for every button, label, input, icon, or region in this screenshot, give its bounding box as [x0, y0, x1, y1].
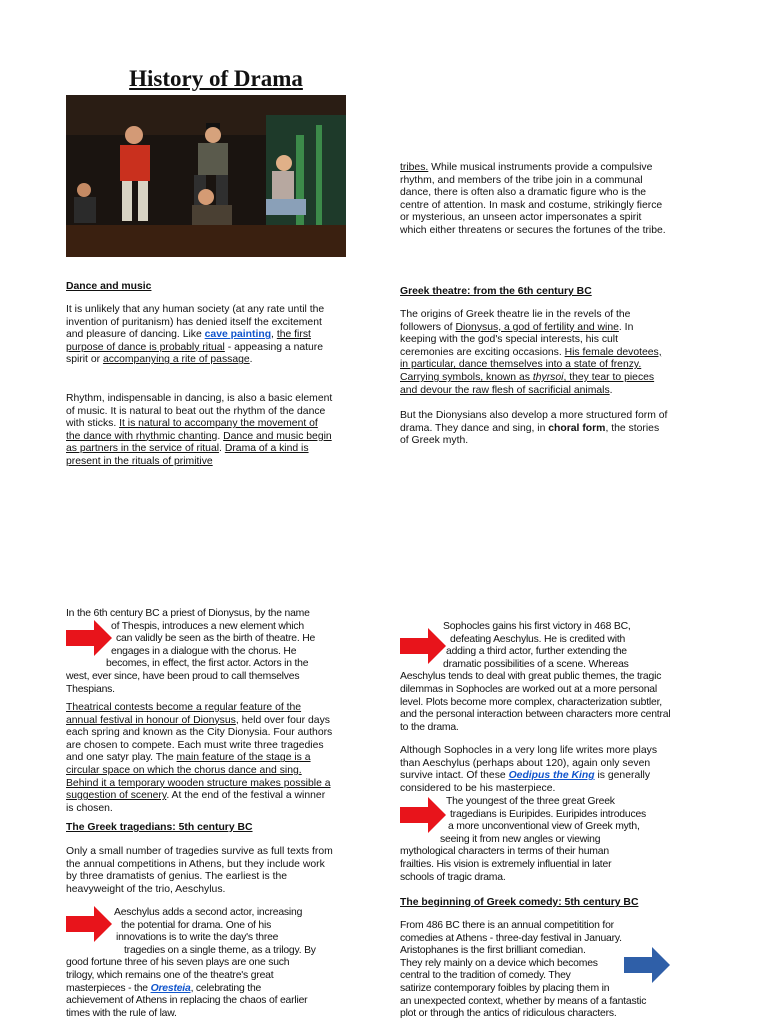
greek-paragraph-2: But the Dionysians also develop a more structured form of drama. They dance and sing, in choral form, the stories of Greek myth. [400, 410, 668, 447]
tribes-paragraph: tribes. While musical instruments provide a compulsive rhythm, and members of the tribe join in a communal dance, there is often also a dramatic figure who is the centre of attention. In mask and costume, strikingly fierce or mysterious, an unseen actor impersonates a spirit which either threatens or secures the fortunes of the tribe. [400, 162, 666, 236]
comedy-paragraph: From 486 BC there is an annual competitition for comedies at Athens - three-day festival in January. Aristophanes is the first brilliant comedian. They rely mainly on a device which becomes central to the tradition of comedy. They satirize contemporary foibles by placing them in an unexpected context, whether by means of a fantastic plot or through the antics of ridiculous characters. [400, 920, 647, 1020]
oedipus-link[interactable]: Oedipus the King [508, 770, 595, 782]
red-arrow-icon [66, 906, 112, 942]
red-arrow-icon [66, 620, 112, 656]
dance-paragraph-1: It is unlikely that any human society (at any rate until the invention of puritanism) has denied itself the excitement and pleasure of dancing. Like cave painting, the first purpose of dance is probably ritual - appeasing a nature spirit or accompanying a rite of passage. [66, 304, 325, 366]
red-arrow-icon [400, 628, 446, 664]
dance-heading: Dance and music [66, 281, 152, 292]
greek-paragraph-1: The origins of Greek theatre lie in the revels of the followers of Dionysus, a god of fertility and wine. In keeping with the god's special interests, his cult ceremonies are exciting occasions. His female devotees, in particular, dance themselves into a state of frenzy. Carrying symbols, known as thyrsoi, they tear to pieces and devour the raw flesh of sacrificial animals. [400, 309, 662, 396]
sophocles-paragraph-2: Although Sophocles in a very long life writes more plays than Aeschylus (perhaps about 120), again only seven survive intact. Of these Oedipus the King is generally considered to be his masterpiece. [400, 745, 658, 794]
blue-arrow-icon [624, 947, 670, 983]
theatre-photo [66, 95, 346, 257]
page-title: History of Drama [129, 66, 303, 91]
contests-paragraph: Theatrical contests become a regular feature of the annual festival in honour of Dionysus, held over four days each spring and known as the City Dionysia. Four authors are chosen to compete. Each must write three tragedies and one satyr play. The main feature of the stage is a circular space on which the chorus dance and sing. Behind it a temporary wooden structure makes possible a suggestion of scenery. At the end of the festival a winner is chosen. [66, 702, 333, 814]
sophocles-paragraph: Sophocles gains his first victory in 468 BC, defeating Aeschylus. He is credited with adding a third actor, further extending the dramatic possibilities of a scene. Whereas Aeschylus tends to deal with great public themes, the tragic dilemmas in Sophocles are worked out at a more personal level. Plots become more complex, characterization subtler, and the personal interaction between characters more central to the drama. [400, 621, 671, 733]
oresteia-link[interactable]: Oresteia [150, 982, 191, 994]
greek-theatre-heading: Greek theatre: from the 6th century BC [400, 286, 592, 297]
aeschylus-paragraph: Aeschylus adds a second actor, increasing the potential for drama. One of his innovations is to write the day's three tragedies on a single theme, as a trilogy. By good fortune three of his seven plays are one such trilogy, which remains one of the theatre's great masterpieces - the Oresteia, celebrating the achievement of Athens in replacing the chaos of earlier times with the rule of law. [66, 907, 316, 1019]
tragedians-heading: The Greek tragedians: 5th century BC [66, 822, 253, 833]
cave-painting-link[interactable]: cave painting [204, 329, 272, 341]
thespis-paragraph: In the 6th century BC a priest of Dionysus, by the name of Thespis, introduces a new element which can validly be seen as the birth of theatre. He engages in a dialogue with the chorus. He becomes, in effect, the first actor. Actors in the west, ever since, have been proud to call themselves Thespians. [66, 608, 316, 695]
tragedians-paragraph: Only a small number of tragedies survive as full texts from the annual competitions in Athens, but they include work by three dramatists of genius. The earliest is the heavyweight of the trio, Aeschylus. [66, 846, 333, 895]
red-arrow-icon [400, 797, 446, 833]
euripides-paragraph: The youngest of the three great Greek tragedians is Euripides. Euripides introduces a more unconventional view of Greek myth, seeing it from new angles or viewing mythological characters in terms of their human frailties. His vision is extremely influential in later schools of tragic drama. [400, 796, 647, 883]
comedy-heading: The beginning of Greek comedy: 5th century BC [400, 897, 639, 908]
dance-paragraph-2: Rhythm, indispensable in dancing, is also a basic element of music. It is natural to beat out the rhythm of the dance with sticks. It is natural to accompany the movement of the dance with rhythmic chanting. Dance and music begin as partners in the service of ritual. Drama of a kind is present in the rituals of primitive [66, 393, 333, 467]
